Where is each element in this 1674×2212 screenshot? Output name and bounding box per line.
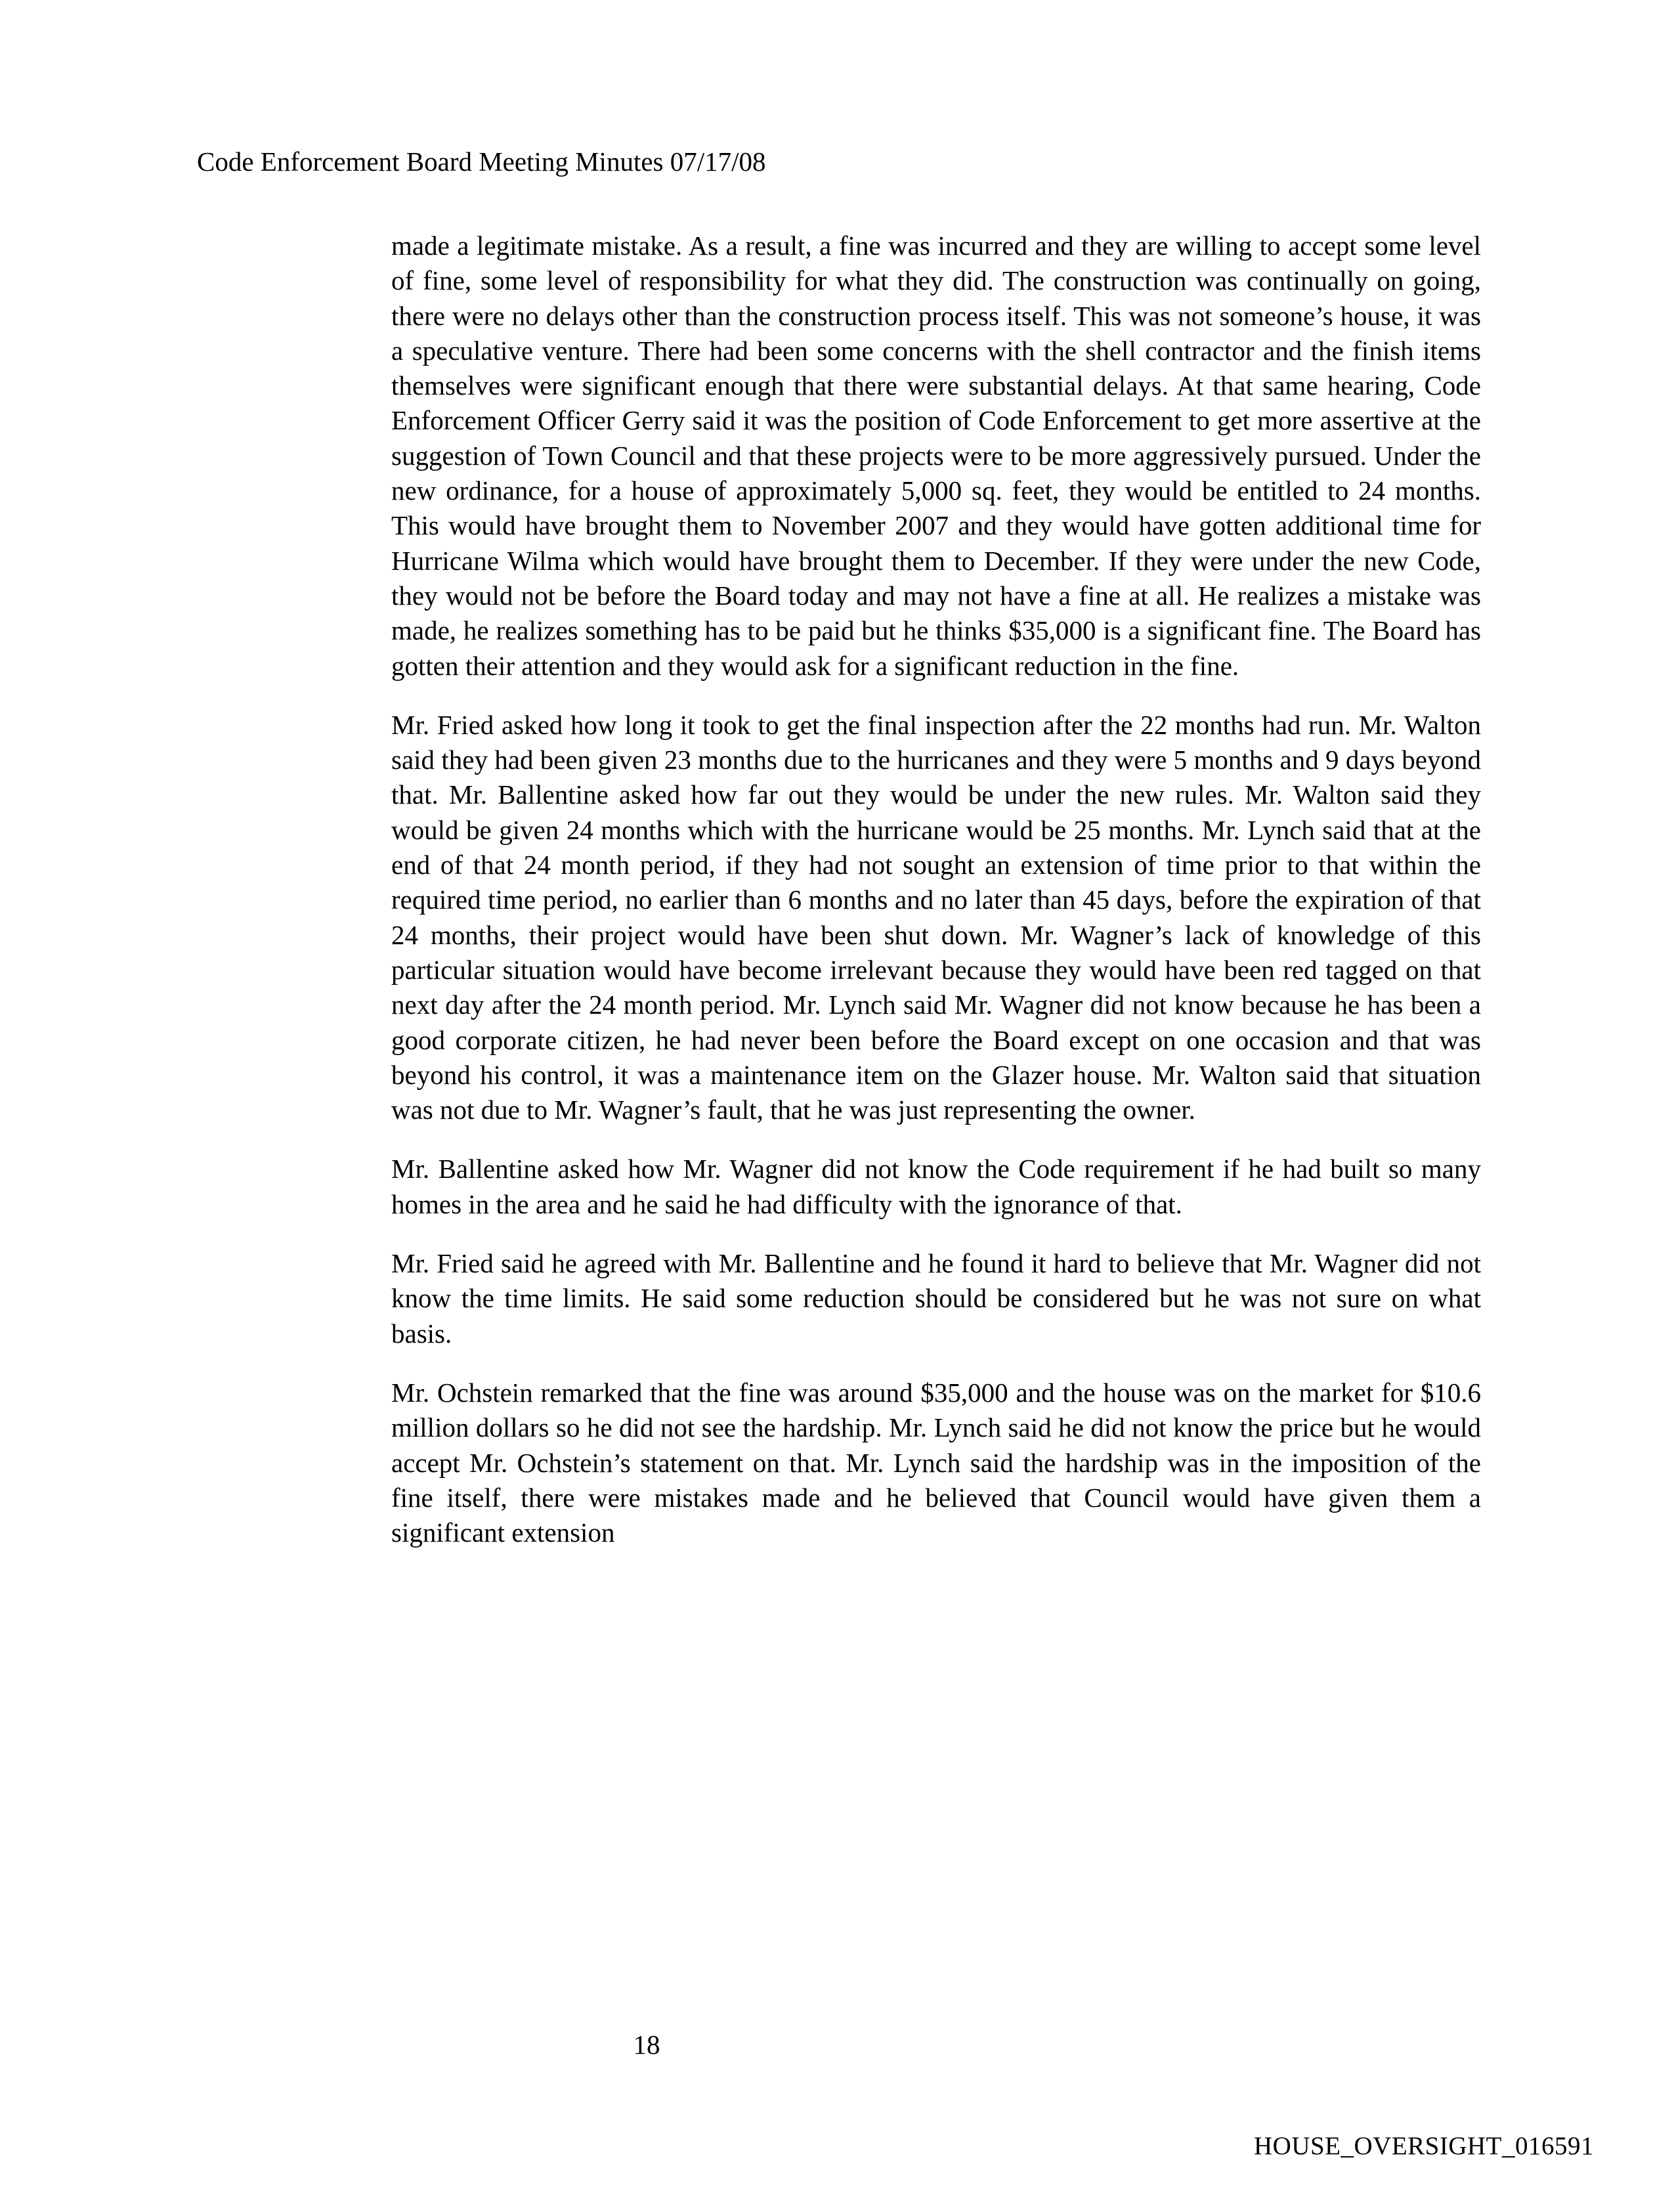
paragraph: Mr. Ochstein remarked that the fine was around $35,000 and the house was on the market for $10.6 million dollars so he did not see the hardship. Mr. Lynch said he did not know the price but he would accept Mr. Ochstein’s statement on that. Mr. Lynch said the hardship was in the imposition of the fine itself, there were mistakes made and he believed that Council would have given them a significant extension [391,1377,1481,1548]
page-header: Code Enforcement Board Meeting Minutes 07/17/08 [197,146,766,177]
paragraph: made a legitimate mistake. As a result, a fine was incurred and they are willing to accept some level of fine, some level of responsibility for what they did. The construction was continually on going, there were no delays other than the construction process itself. This was not someone’s house, it was a speculative venture. There had been some concerns with the shell contractor and the finish items themselves were significant enough that there were substantial delays. At that same hearing, Code Enforcement Officer Gerry said it was the position of Code Enforcement to get more assertive at the suggestion of Town Council and that these projects were to be more aggressively pursued. Under the new ordinance, for a house of approximately 5,000 sq. feet, they would be entitled to 24 months. This would have brought them to November 2007 and they would have gotten additional time for Hurricane Wilma which would have brought them to December. If they were under the new Code, they would not be before the Board today and may not have a fine at all. He realizes a mistake was made, he realizes something has to be paid but he thinks $35,000 is a significant fine. The Board has gotten their attention and they would ask for a significant reduction in the fine. [391,230,1481,681]
bates-stamp: HOUSE_OVERSIGHT_016591 [1254,2132,1594,2160]
paragraph: Mr. Fried asked how long it took to get the final inspection after the 22 months had run. Mr. Walton said they had been given 23 months due to the hurricanes and they were 5 months and 9 days beyond that. Mr. Ballentine asked how far out they would be under the new rules. Mr. Walton said they would be given 24 months which with the hurricane would be 25 months. Mr. Lynch said that at the end of that 24 month period, if they had not sought an extension of time prior to that within the required time period, no earlier than 6 months and no later than 45 days, before the expiration of that 24 months, their project would have been shut down. Mr. Wagner’s lack of knowledge of this particular situation would have become irrelevant because they would have been red tagged on that next day after the 24 month period. Mr. Lynch said Mr. Wagner did not know because he has been a good corporate citizen, he had never been before the Board except on one occasion and that was beyond his control, it was a maintenance item on the Glazer house. Mr. Walton said that situation was not due to Mr. Wagner’s fault, that he was just representing the owner. [391,709,1481,1125]
page-number [0,2029,1674,2060]
paragraph: Mr. Ballentine asked how Mr. Wagner did not know the Code requirement if he had built so many homes in the area and he said he had difficulty with the ignorance of that. [391,1154,1481,1219]
paragraph: Mr. Fried said he agreed with Mr. Ballentine and he found it hard to believe that Mr. Wagner did not know the time limits. He said some reduction should be considered but he was not sure on what basis. [391,1248,1481,1349]
document-body [391,228,1481,1550]
page-number-value: 18 [633,2029,660,2060]
